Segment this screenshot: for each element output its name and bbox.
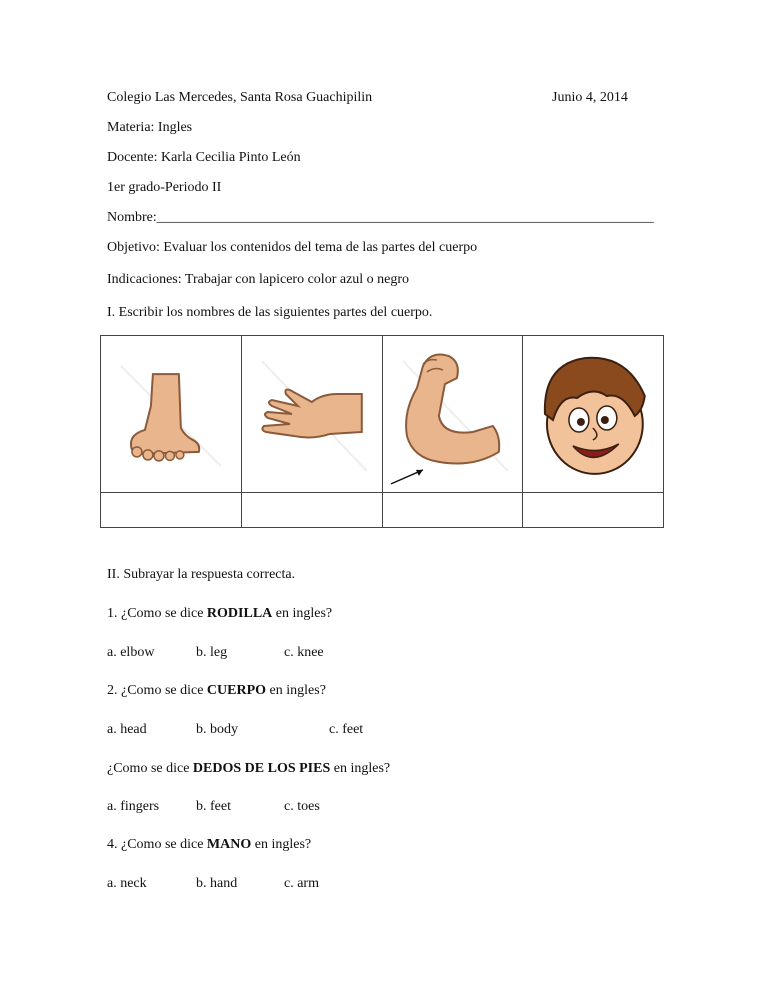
instructions-line: Indicaciones: Trabajar con lapicero color azul o negro <box>107 272 410 287</box>
body-parts-table <box>100 335 664 528</box>
option-2b[interactable]: b. body <box>196 722 238 737</box>
picture-cell <box>382 336 523 493</box>
question-3: ¿Como se dice DEDOS DE LOS PIES en ingles? <box>107 761 391 776</box>
school-name: Colegio Las Mercedes, Santa Rosa Guachipilin <box>107 90 373 105</box>
question-2: 2. ¿Como se dice CUERPO en ingles? <box>107 683 326 698</box>
document-date: Junio 4, 2014 <box>552 90 628 105</box>
answer-box[interactable] <box>523 493 664 528</box>
foot-picture <box>101 336 241 492</box>
answer-box[interactable] <box>241 493 382 528</box>
question-4: 4. ¿Como se dice MANO en ingles? <box>107 837 312 852</box>
option-2a[interactable]: a. head <box>107 722 147 737</box>
hand-picture <box>242 336 382 492</box>
answer-box[interactable] <box>382 493 523 528</box>
picture-cell <box>523 336 664 493</box>
option-1c[interactable]: c. knee <box>284 645 324 660</box>
option-3a[interactable]: a. fingers <box>107 799 160 814</box>
objective-line: Objetivo: Evaluar los contenidos del tema de las partes del cuerpo <box>107 240 478 255</box>
picture-cell <box>241 336 382 493</box>
picture-cell <box>101 336 242 493</box>
question-1: 1. ¿Como se dice RODILLA en ingles? <box>107 606 333 621</box>
section1-title: I. Escribir los nombres de las siguientes partes del cuerpo. <box>107 305 433 320</box>
option-1a[interactable]: a. elbow <box>107 645 155 660</box>
subject-line: Materia: Ingles <box>107 120 193 135</box>
option-3c[interactable]: c. toes <box>284 799 320 814</box>
grade-line: 1er grado-Periodo II <box>107 180 222 195</box>
option-3b[interactable]: b. feet <box>196 799 231 814</box>
section2-title: II. Subrayar la respuesta correcta. <box>107 567 296 582</box>
name-field-line: Nombre:_______________________________________________________________________ <box>107 210 654 225</box>
option-4c[interactable]: c. arm <box>284 876 319 891</box>
option-2c[interactable]: c. feet <box>329 722 364 737</box>
teacher-line: Docente: Karla Cecilia Pinto León <box>107 150 301 165</box>
arm-picture <box>383 336 523 492</box>
option-4a[interactable]: a. neck <box>107 876 147 891</box>
option-4b[interactable]: b. hand <box>196 876 238 891</box>
answer-box[interactable] <box>101 493 242 528</box>
face-picture <box>523 336 663 492</box>
option-1b[interactable]: b. leg <box>196 645 228 660</box>
